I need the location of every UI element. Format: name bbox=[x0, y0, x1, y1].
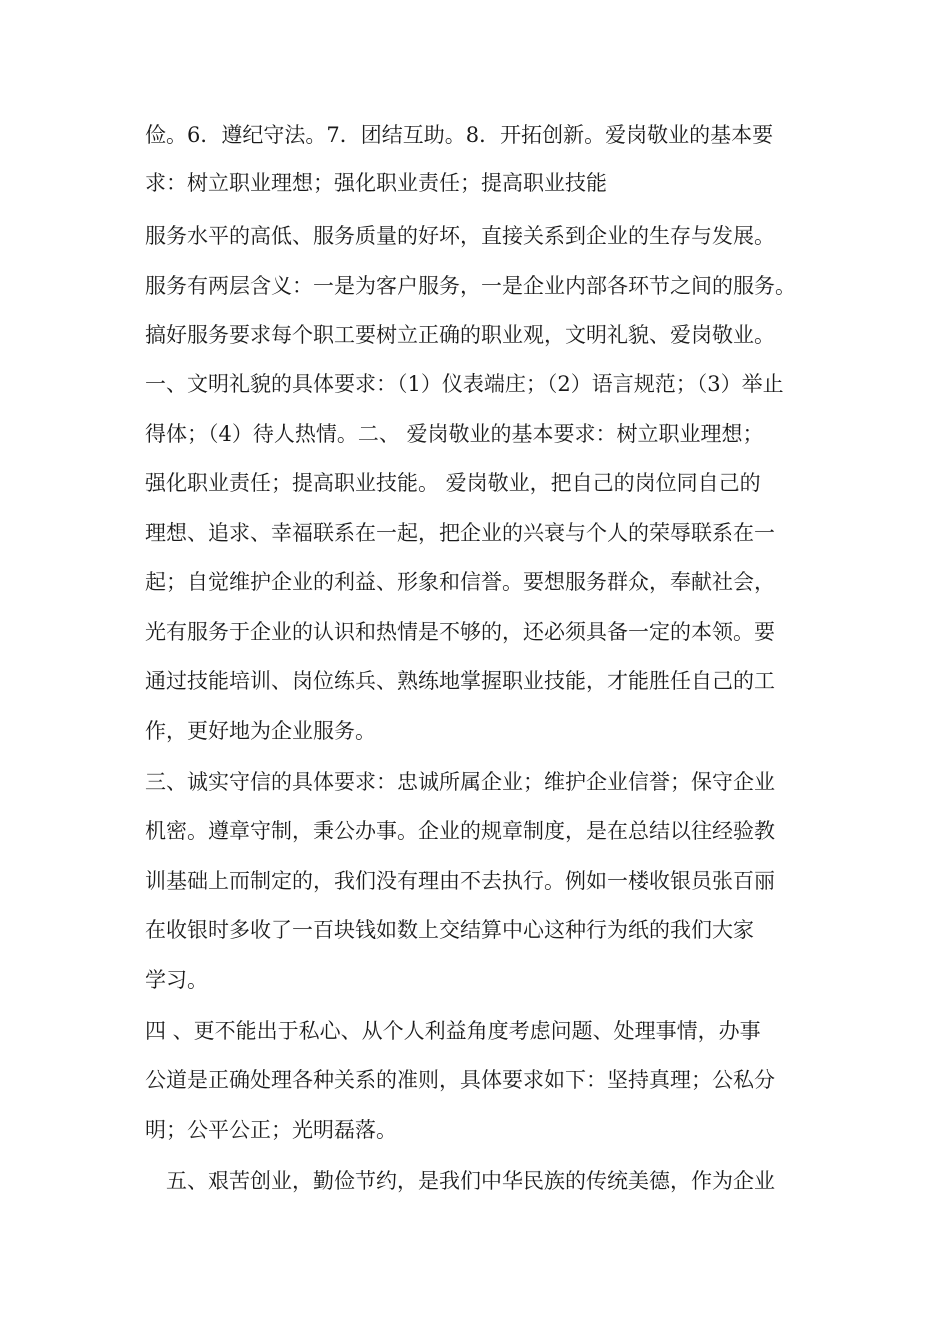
text-line: 搞好服务要求每个职工要树立正确的职业观，文明礼貌、爱岗敬业。 bbox=[145, 323, 775, 347]
text-line: 一、文明礼貌的具体要求：（1）仪表端庄；（2）语言规范；（3）举止 bbox=[145, 372, 784, 396]
text-line: 公道是正确处理各种关系的准则，具体要求如下：坚持真理；公私分 bbox=[145, 1068, 775, 1092]
text-line: 得体；（4）待人热情。二、 爱岗敬业的基本要求：树立职业理想； bbox=[145, 422, 764, 446]
text-line: 俭。6．遵纪守法。7．团结互助。8．开拓创新。爱岗敬业的基本要 bbox=[145, 123, 774, 147]
text-line: 起；自觉维护企业的利益、形象和信誉。要想服务群众，奉献社会， bbox=[145, 570, 775, 594]
text-line: 理想、追求、幸福联系在一起，把企业的兴衰与个人的荣辱联系在一 bbox=[145, 521, 775, 545]
text-line: 在收银时多收了一百块钱如数上交结算中心这种行为纸的我们大家 bbox=[145, 918, 754, 942]
text-line: 通过技能培训、岗位练兵、熟练地掌握职业技能，才能胜任自己的工 bbox=[145, 669, 775, 693]
text-line: 作，更好地为企业服务。 bbox=[145, 719, 376, 743]
text-line: 服务有两层含义：一是为客户服务，一是企业内部各环节之间的服务。 bbox=[145, 274, 796, 298]
text-line: 四 、更不能出于私心、从个人利益角度考虑问题、处理事情，办事 bbox=[145, 1019, 761, 1043]
text-line: 强化职业责任；提高职业技能。 爱岗敬业，把自己的岗位同自己的 bbox=[145, 471, 761, 495]
text-line: 光有服务于企业的认识和热情是不够的，还必须具备一定的本领。要 bbox=[145, 620, 775, 644]
text-line: 求：树立职业理想；强化职业责任；提高职业技能 bbox=[145, 171, 607, 195]
text-line: 学习。 bbox=[145, 968, 208, 992]
text-line: 训基础上而制定的，我们没有理由不去执行。例如一楼收银员张百丽 bbox=[145, 869, 775, 893]
text-line: 五、艰苦创业，勤俭节约，是我们中华民族的传统美德，作为企业 bbox=[166, 1169, 775, 1193]
text-line: 机密。遵章守制，秉公办事。企业的规章制度，是在总结以往经验教 bbox=[145, 819, 775, 843]
text-line: 服务水平的高低、服务质量的好坏，直接关系到企业的生存与发展。 bbox=[145, 224, 775, 248]
text-line: 三、诚实守信的具体要求：忠诚所属企业；维护企业信誉；保守企业 bbox=[145, 770, 775, 794]
text-line: 明；公平公正；光明磊落。 bbox=[145, 1118, 397, 1142]
